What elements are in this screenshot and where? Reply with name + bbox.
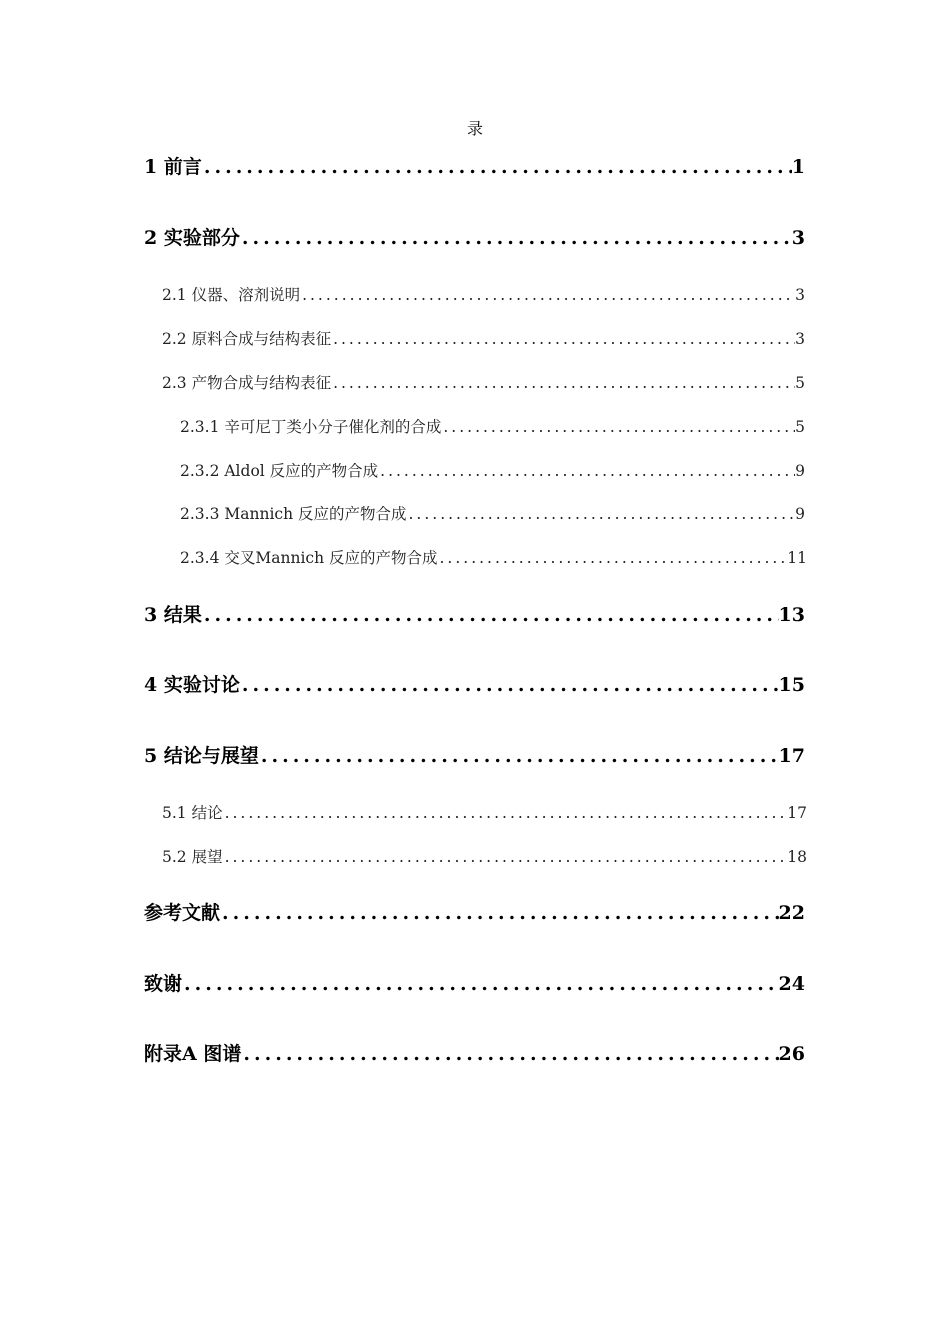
toc-entry-label: 附录A 图谱 xyxy=(144,1043,242,1065)
toc-entry-page: 9 xyxy=(795,462,805,480)
toc-entry-page: 18 xyxy=(787,848,807,866)
toc-entry[interactable] xyxy=(144,672,805,698)
toc-entry-label: 5 结论与展望 xyxy=(144,745,259,767)
toc-entry-page: 22 xyxy=(778,902,805,924)
toc-leader-dots xyxy=(259,743,779,769)
toc-leader-dots xyxy=(202,154,792,180)
toc-leader-dots xyxy=(331,328,795,350)
toc-entry-page: 24 xyxy=(778,973,805,995)
toc-entry-page: 9 xyxy=(795,505,805,523)
toc-entry-page: 3 xyxy=(795,286,805,304)
toc-entry[interactable] xyxy=(162,328,805,350)
toc-entry-page: 5 xyxy=(795,418,805,436)
toc-entry[interactable] xyxy=(162,846,807,868)
toc-entry-label: 2 实验部分 xyxy=(144,227,240,249)
toc-entry[interactable] xyxy=(180,460,805,482)
toc-entry-label: 4 实验讨论 xyxy=(144,674,240,696)
toc-leader-dots xyxy=(407,503,796,525)
toc-entry-page: 11 xyxy=(787,549,807,567)
toc-entry-page: 3 xyxy=(791,227,805,249)
toc-entry-label: 参考文献 xyxy=(144,902,221,924)
toc-entry-page: 26 xyxy=(778,1043,805,1065)
toc-leader-dots xyxy=(331,372,795,394)
toc-entry-label: 3 结果 xyxy=(144,604,202,626)
toc-entry[interactable] xyxy=(162,284,805,306)
toc-entry-page: 1 xyxy=(791,156,805,178)
toc-leader-dots xyxy=(182,971,779,997)
toc-leader-dots xyxy=(441,416,795,438)
toc-leader-dots xyxy=(223,802,788,824)
toc-entry-page: 17 xyxy=(787,804,807,822)
toc-entry-page: 17 xyxy=(778,745,805,767)
toc-entry-page: 15 xyxy=(778,674,805,696)
toc-leader-dots xyxy=(223,846,788,868)
toc-leader-dots xyxy=(241,1041,778,1067)
toc-leader-dots xyxy=(202,602,779,628)
toc-entry-label: 2.3.2 Aldol 反应的产物合成 xyxy=(180,462,379,480)
toc-entry[interactable] xyxy=(162,372,805,394)
toc-entry-label: 2.3.1 辛可尼丁类小分子催化剂的合成 xyxy=(180,418,442,436)
toc-entry[interactable] xyxy=(180,416,805,438)
toc-entry[interactable] xyxy=(180,547,807,569)
toc-leader-dots xyxy=(240,225,792,251)
toc-entry[interactable] xyxy=(144,743,805,769)
toc-title: 录 xyxy=(466,119,483,138)
toc-entry[interactable] xyxy=(180,503,805,525)
toc-entry-label: 2.3.4 交叉Mannich 反应的产物合成 xyxy=(180,549,438,567)
toc-entry[interactable] xyxy=(144,900,805,926)
toc-entry-label: 5.2 展望 xyxy=(162,848,223,866)
toc-leader-dots xyxy=(220,900,779,926)
toc-entry-page: 3 xyxy=(795,330,805,348)
toc-entry[interactable] xyxy=(144,225,805,251)
toc-entry-label: 2.3.3 Mannich 反应的产物合成 xyxy=(180,505,407,523)
toc-entry-label: 2.3 产物合成与结构表征 xyxy=(162,374,332,392)
toc-entry-page: 13 xyxy=(778,604,805,626)
toc-entry-label: 5.1 结论 xyxy=(162,804,223,822)
toc-entry[interactable] xyxy=(144,154,805,180)
toc-entry[interactable] xyxy=(162,802,807,824)
toc-entry-label: 2.2 原料合成与结构表征 xyxy=(162,330,332,348)
toc-leader-dots xyxy=(240,672,779,698)
toc-leader-dots xyxy=(438,547,788,569)
toc-entry-label: 2.1 仪器、溶剂说明 xyxy=(162,286,301,304)
toc-entry[interactable] xyxy=(144,602,805,628)
toc-entry[interactable] xyxy=(144,971,805,997)
toc-entry-page: 5 xyxy=(795,374,805,392)
toc-leader-dots xyxy=(300,284,795,306)
toc-entry[interactable] xyxy=(144,1041,805,1067)
toc-leader-dots xyxy=(378,460,795,482)
toc-entry-label: 1 前言 xyxy=(144,156,202,178)
toc-entry-label: 致谢 xyxy=(144,973,183,995)
